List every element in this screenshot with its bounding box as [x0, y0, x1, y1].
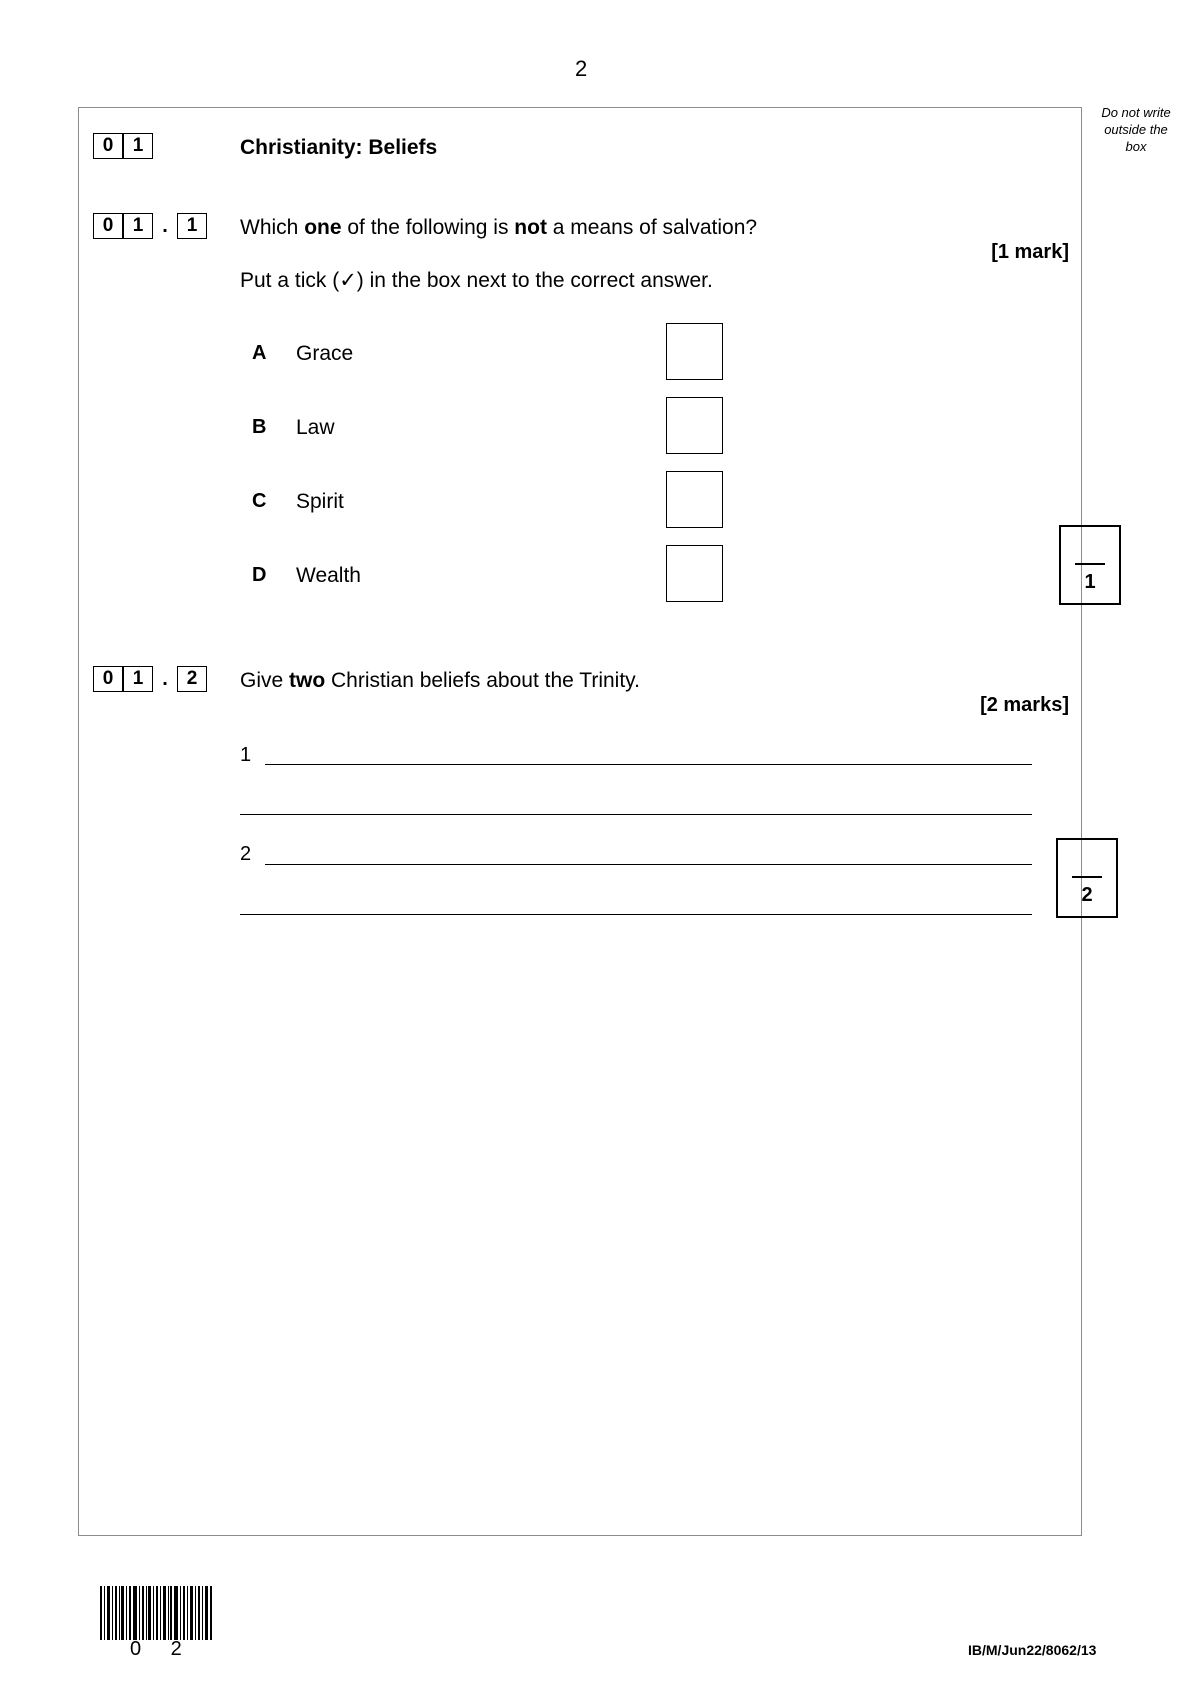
question-number-digit: 0 [93, 213, 123, 239]
option-c-text: Spirit [296, 490, 344, 513]
margin-note [1088, 104, 1184, 155]
mark-box-divider [1072, 876, 1102, 878]
question-number-separator: . [162, 214, 168, 237]
question-text-part: a means of salvation? [546, 216, 758, 239]
question-number-digit: 1 [123, 666, 153, 692]
margin-note-line: box [1125, 139, 1147, 154]
barcode-image [100, 1586, 212, 1640]
option-c-letter: C [252, 490, 267, 512]
answer-2-line[interactable] [265, 864, 1032, 865]
question-emphasis: not [514, 216, 547, 239]
option-d-tickbox[interactable] [666, 545, 723, 602]
option-a-text: Grace [296, 342, 354, 365]
option-b-tickbox[interactable] [666, 397, 723, 454]
option-a-tickbox[interactable] [666, 323, 723, 380]
question-text-part: of the following is [341, 216, 515, 239]
answer-2-continuation-line[interactable] [240, 914, 1032, 915]
option-d-letter: D [252, 564, 267, 586]
mark-box-total: 2 [1081, 884, 1093, 906]
section-number-digit: 1 [123, 133, 153, 159]
question-text-part: Give [240, 669, 290, 692]
option-b-text: Law [296, 416, 335, 439]
answer-1-label: 1 [240, 744, 252, 766]
question-number-digit: 2 [177, 666, 207, 692]
section-number [93, 133, 153, 159]
option-a-letter: A [252, 342, 267, 364]
mark-box-2 [1056, 838, 1118, 918]
question-emphasis: one [304, 216, 342, 239]
margin-note-line: outside the [1104, 122, 1168, 137]
barcode-number: 0 2 [130, 1638, 194, 1660]
page-number: 2 [575, 56, 588, 81]
answer-1-continuation-line[interactable] [240, 814, 1032, 815]
option-c-tickbox[interactable] [666, 471, 723, 528]
question-1-1-number [93, 213, 207, 239]
option-d-text: Wealth [296, 564, 361, 587]
paper-reference: IB/M/Jun22/8062/13 [968, 1642, 1097, 1658]
mark-box-divider [1075, 563, 1105, 565]
answer-2-label: 2 [240, 843, 252, 865]
question-number-digit: 1 [123, 213, 153, 239]
question-1-1-instruction: Put a tick (✓) in the box next to the correct answer. [240, 269, 713, 292]
mark-box-total: 1 [1084, 571, 1096, 593]
option-b-letter: B [252, 416, 267, 438]
question-emphasis: two [289, 669, 326, 692]
question-1-1-marks: [1 mark] [991, 241, 1069, 263]
answer-1-line[interactable] [265, 764, 1032, 765]
question-1-2-number [93, 666, 207, 692]
question-1-2-marks: [2 marks] [980, 694, 1069, 716]
margin-note-line: Do not write [1101, 105, 1171, 120]
question-text-part: Christian beliefs about the Trinity. [325, 669, 640, 692]
section-number-digit: 0 [93, 133, 123, 159]
section-title: Christianity: Beliefs [240, 136, 438, 159]
question-number-digit: 1 [177, 213, 207, 239]
answer-frame [78, 107, 1082, 1536]
question-number-digit: 0 [93, 666, 123, 692]
mark-box-1 [1059, 525, 1121, 605]
question-number-separator: . [162, 667, 168, 690]
question-text-part: Which [240, 216, 305, 239]
question-1-1-text [240, 216, 757, 240]
question-1-2-text [240, 669, 640, 693]
